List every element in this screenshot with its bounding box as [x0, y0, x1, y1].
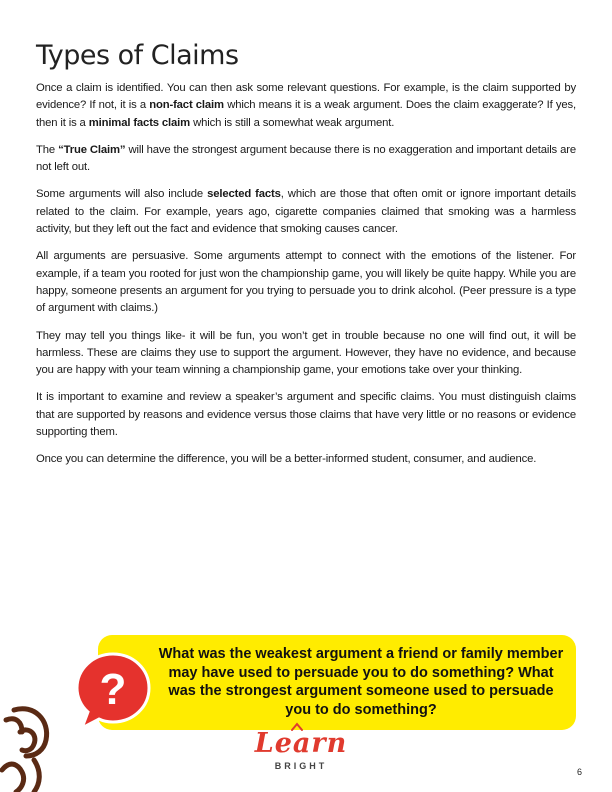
paragraph — [36, 328, 576, 380]
bold-term: selected facts — [207, 188, 281, 201]
logo-subtitle: BRIGHT — [274, 761, 328, 771]
text-run: , which are those that often omit or ignore important details related to the claim. For example, years ago, cigarette companies claimed that smoking was a harmless activity, but they left out the fact and evidence that smoking causes cancer. — [36, 188, 576, 236]
logo-spark-icon — [290, 722, 304, 732]
page-number: 6 — [576, 767, 582, 777]
paragraph — [36, 248, 576, 317]
logo-wordmark: Learn — [254, 728, 348, 759]
bold-term: minimal facts claim — [88, 116, 191, 129]
question-callout — [98, 635, 576, 730]
text-run: It is important to examine and review a speaker’s argument and specific claims. You must distinguish claims that are supported by reasons and evidence versus those claims that have very little or no reasons or evidence supporting them. — [36, 391, 576, 439]
text-run: which is still a somewhat weak argument. — [190, 116, 395, 129]
thinking-person-icon — [0, 700, 78, 792]
paragraph — [36, 142, 576, 177]
text-run: All arguments are persuasive. Some arguments attempt to connect with the emotions of the listener. For example, if a team you rooted for just won the championship game, you will likely be quite happy. While you are happy, someone presents an argument for you trying to persuade you to drink alcohol. (Peer pressure is a type of argument with claims.) — [36, 250, 576, 315]
text-run: The — [36, 143, 59, 156]
text-run: Once you can determine the difference, you will be a better-informed student, consumer, and audience. — [36, 453, 537, 466]
paragraph — [36, 186, 576, 238]
text-run: Some arguments will also include — [36, 188, 208, 201]
text-run: will have the strongest argument because there is no exaggeration and important details are not left out. — [36, 143, 576, 174]
text-run: which means it is a weak argument. Does the claim exaggerate? If yes, then it is a — [36, 99, 576, 129]
question-mark-icon — [74, 652, 152, 730]
svg-text:?: ? — [99, 665, 127, 714]
bold-term: non-fact claim — [149, 99, 224, 112]
page-title: Types of Claims — [36, 40, 239, 71]
text-run: They may tell you things like- it will be fun, you won’t get in trouble because no one will find out, it will be harmless. These are claims they use to support the argument. However, they have no evidence, and because you are happy with your team winning a championship game, your emotions take over your thinking. — [36, 329, 576, 377]
body-text — [36, 80, 576, 479]
text-run: Once a claim is identified. You can then ask some relevant questions. For example, is the claim supported by evidence? If not, it is a — [36, 82, 576, 112]
paragraph — [36, 451, 576, 468]
callout-question: What was the weakest argument a friend or family member may have used to persuade you to do something? What was the strongest argument someone used to persuade you to do something? — [158, 646, 564, 718]
paragraph — [36, 80, 576, 132]
bold-term: “True Claim” — [58, 143, 126, 156]
learn-bright-logo — [246, 728, 356, 786]
paragraph — [36, 389, 576, 441]
